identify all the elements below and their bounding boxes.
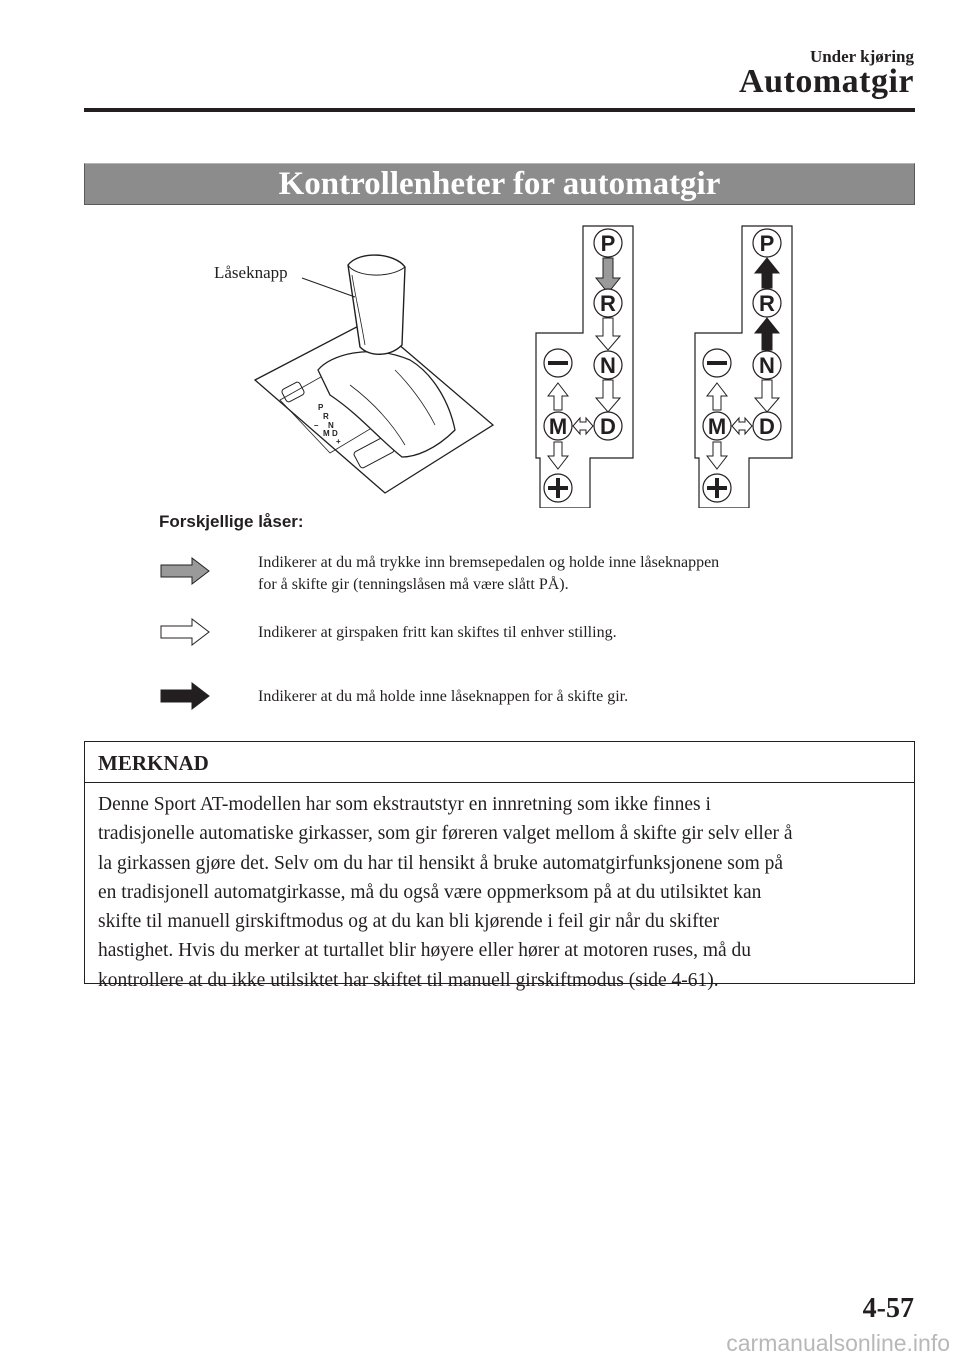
lock-description-black [258, 686, 858, 708]
plate-mark: M [323, 429, 330, 438]
header-rule [84, 108, 915, 112]
lock-description-outline [258, 622, 858, 644]
gate-letter-d: D [759, 414, 775, 439]
gate-letter-m: M [707, 414, 727, 439]
lock-description-line: for å skifte gir (tenningslåsen må være slått PÅ). [258, 576, 569, 593]
plate-mark: R [323, 412, 329, 421]
shift-gate-diagram-black [687, 218, 807, 508]
plate-mark: – [314, 421, 319, 430]
gate-letter-n: N [759, 353, 775, 378]
lock-description-line: Indikerer at du må trykke inn bremsepedalen og holde inne låseknappen [258, 554, 720, 571]
note-line: hastighet. Hvis du merker at turtallet blir høyere eller hører at motoren ruses, må du [98, 940, 752, 962]
note-header [85, 742, 914, 783]
gate-letter-r: R [600, 291, 616, 316]
note-line: la girkassen gjøre det. Selv om du har til hensikt å bruke automatgirfunksjonene som på [98, 852, 784, 874]
gate-letter-r: R [759, 291, 775, 316]
plate-mark: D [332, 429, 338, 438]
lock-description-line: Indikerer at girspaken fritt kan skiftes til enhver stilling. [258, 624, 617, 641]
gate-letter-n: N [600, 353, 616, 378]
page-number: 4-57 [862, 1293, 914, 1324]
chapter-title: Automatgir [739, 63, 914, 100]
note-line: kontrollere at du ikke utilsiktet har skiftet til manuell girskiftmodus (side 4-61). [98, 969, 719, 991]
lock-types-heading: Forskjellige låser: [159, 512, 304, 531]
note-heading: MERKNAD [98, 751, 209, 775]
note-body [98, 790, 904, 995]
note-line: Denne Sport AT-modellen har som ekstrautstyr en innretning som ikke finnes i [98, 794, 711, 815]
gate-letter-p: P [759, 231, 775, 256]
minus-icon [548, 361, 568, 365]
lock-description-gray [258, 552, 858, 596]
gate-letter-d: D [600, 414, 616, 439]
note-box [84, 741, 915, 991]
lock-description-line: Indikerer at du må holde inne låseknappen for å skifte gir. [258, 688, 629, 705]
gray-arrow-icon [160, 557, 210, 585]
plate-mark: P [318, 403, 324, 412]
black-arrow-icon [160, 682, 210, 710]
note-line: en tradisjonell automatgirkasse, må du også være oppmerksom på at du utilsiktet kan [98, 881, 762, 903]
lock-button-label: Låseknapp [214, 263, 288, 282]
shift-gate-diagram-gray [528, 218, 648, 508]
note-line: skifte til manuell girskiftmodus og at du kan bli kjørende i feil gir når du skifter [98, 911, 720, 933]
outline-arrow-icon [160, 618, 210, 646]
minus-icon [707, 361, 727, 365]
note-line: tradisjonelle automatiske girkasser, som gir føreren valget mellom å skifte gir selv eller å [98, 823, 793, 845]
gate-letter-m: M [548, 414, 568, 439]
gate-letter-p: P [600, 231, 616, 256]
section-label: Under kjøring [809, 47, 914, 66]
plate-mark: N [328, 421, 334, 430]
section-banner: Kontrollenheter for automatgir [84, 163, 915, 205]
plate-mark: + [336, 437, 341, 446]
watermark: carmanualsonline.info [726, 1330, 950, 1356]
